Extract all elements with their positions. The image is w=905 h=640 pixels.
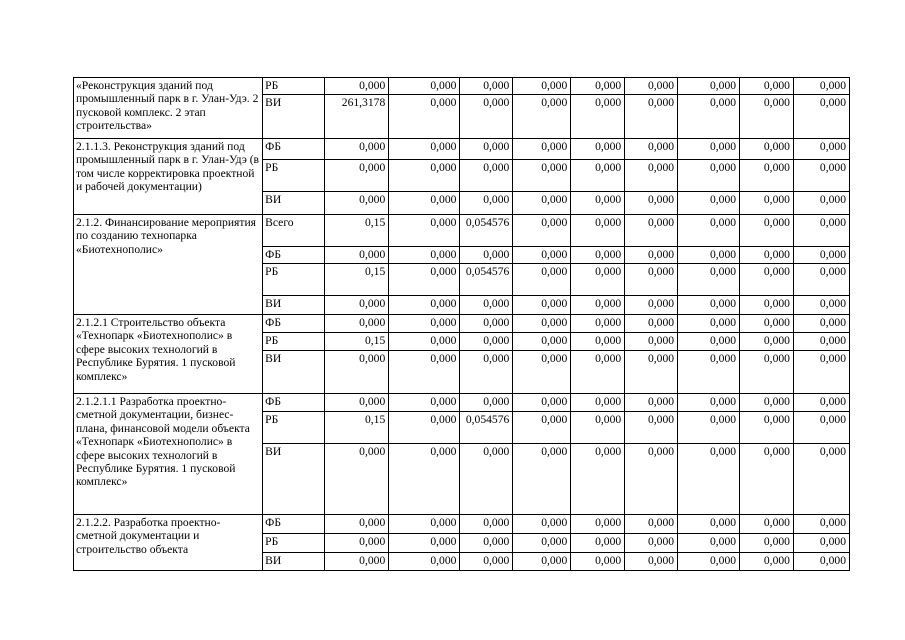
value-cell: 0,000: [678, 394, 740, 412]
value-cell: 0,000: [625, 394, 678, 412]
value-cell: 0,000: [740, 515, 794, 534]
value-cell: 0,000: [740, 192, 794, 215]
value-cell: 0,000: [460, 315, 513, 333]
measure-name-cell: 2.1.2.1 Строительство объекта «Технопарк «Биотехнополис» в сфере высоких технологий в Республике Бурятия. 1 пусковой комплекс»: [74, 315, 263, 394]
funding-source-cell: ФБ: [263, 394, 325, 412]
value-cell: 0,000: [571, 515, 625, 534]
value-cell: 0,000: [625, 78, 678, 95]
value-cell: 0,000: [571, 95, 625, 139]
value-cell: 0,000: [793, 139, 849, 160]
value-cell: 0,000: [740, 247, 794, 264]
value-cell: 0,000: [740, 215, 794, 247]
value-cell: 0,000: [513, 264, 571, 296]
value-cell: 0,000: [513, 139, 571, 160]
value-cell: 0,000: [325, 444, 389, 515]
measure-name-cell: «Реконструкция зданий под промышленный парк в г. Улан-Удэ. 2 пусковой комплекс. 2 этап строительства»: [74, 78, 263, 139]
value-cell: 0,000: [740, 444, 794, 515]
value-cell: 0,000: [678, 553, 740, 571]
measure-name-cell: 2.1.2.1.1 Разработка проектно-сметной документации, бизнес-плана, финансовой модели объекта «Технопарк «Биотехнополис» в сфере высоких технологий в Республике Бурятия. 1 пусковой комплекс»: [74, 394, 263, 515]
value-cell: 0,000: [740, 264, 794, 296]
value-cell: 0,000: [625, 296, 678, 315]
value-cell: 0,000: [740, 315, 794, 333]
value-cell: 0,000: [625, 333, 678, 351]
value-cell: 0,000: [460, 247, 513, 264]
value-cell: 0,000: [678, 78, 740, 95]
value-cell: 0,000: [625, 553, 678, 571]
value-cell: 0,054576: [460, 412, 513, 444]
funding-source-cell: РБ: [263, 264, 325, 296]
value-cell: 0,000: [460, 95, 513, 139]
value-cell: 0,000: [325, 351, 389, 394]
value-cell: 0,000: [325, 139, 389, 160]
value-cell: 0,000: [460, 192, 513, 215]
value-cell: 0,000: [460, 333, 513, 351]
funding-source-cell: ВИ: [263, 95, 325, 139]
value-cell: 0,000: [740, 534, 794, 553]
value-cell: 0,000: [389, 444, 460, 515]
value-cell: 0,000: [389, 315, 460, 333]
value-cell: 0,000: [740, 333, 794, 351]
value-cell: 0,000: [678, 215, 740, 247]
funding-source-cell: ФБ: [263, 515, 325, 534]
value-cell: 0,000: [389, 553, 460, 571]
value-cell: 0,000: [460, 534, 513, 553]
value-cell: 0,000: [513, 78, 571, 95]
value-cell: 0,000: [389, 160, 460, 192]
value-cell: 0,000: [389, 192, 460, 215]
value-cell: 0,000: [571, 394, 625, 412]
value-cell: 0,000: [571, 412, 625, 444]
value-cell: 0,000: [625, 412, 678, 444]
value-cell: 0,000: [625, 139, 678, 160]
value-cell: 0,15: [325, 333, 389, 351]
measure-name-cell: 2.1.1.3. Реконструкция зданий под промышленный парк в г. Улан-Удэ (в том числе корректировка проектной и рабочей документации): [74, 139, 263, 215]
value-cell: 0,000: [571, 315, 625, 333]
value-cell: 0,000: [513, 351, 571, 394]
value-cell: 0,000: [513, 160, 571, 192]
table-row: [74, 515, 850, 534]
budget-table: [73, 77, 850, 571]
value-cell: 0,000: [793, 534, 849, 553]
value-cell: 0,000: [678, 534, 740, 553]
funding-source-cell: РБ: [263, 333, 325, 351]
funding-source-cell: ФБ: [263, 247, 325, 264]
value-cell: 0,000: [740, 139, 794, 160]
value-cell: 0,000: [460, 78, 513, 95]
table-row: [74, 139, 850, 160]
value-cell: 0,000: [513, 412, 571, 444]
value-cell: 0,000: [740, 553, 794, 571]
value-cell: 0,000: [678, 296, 740, 315]
value-cell: 0,000: [389, 515, 460, 534]
funding-source-cell: РБ: [263, 412, 325, 444]
value-cell: 0,000: [625, 264, 678, 296]
value-cell: 0,000: [678, 351, 740, 394]
value-cell: 0,000: [740, 78, 794, 95]
funding-source-cell: Всего: [263, 215, 325, 247]
value-cell: 0,000: [389, 296, 460, 315]
value-cell: 0,000: [571, 247, 625, 264]
value-cell: 0,000: [678, 160, 740, 192]
value-cell: 0,000: [325, 315, 389, 333]
table-row: [74, 394, 850, 412]
value-cell: 0,000: [571, 160, 625, 192]
value-cell: 0,000: [460, 139, 513, 160]
value-cell: 0,000: [793, 333, 849, 351]
value-cell: 261,3178: [325, 95, 389, 139]
value-cell: 0,000: [571, 534, 625, 553]
value-cell: 0,000: [513, 215, 571, 247]
funding-source-cell: ФБ: [263, 139, 325, 160]
value-cell: 0,000: [625, 247, 678, 264]
value-cell: 0,000: [460, 553, 513, 571]
value-cell: 0,000: [793, 95, 849, 139]
value-cell: 0,000: [571, 351, 625, 394]
value-cell: 0,000: [625, 215, 678, 247]
value-cell: 0,000: [678, 247, 740, 264]
value-cell: 0,000: [740, 95, 794, 139]
value-cell: 0,000: [389, 394, 460, 412]
value-cell: 0,000: [325, 534, 389, 553]
value-cell: 0,000: [678, 264, 740, 296]
value-cell: 0,000: [325, 192, 389, 215]
value-cell: 0,000: [389, 139, 460, 160]
value-cell: 0,000: [513, 95, 571, 139]
value-cell: 0,000: [625, 515, 678, 534]
funding-source-cell: ФБ: [263, 315, 325, 333]
value-cell: 0,000: [793, 215, 849, 247]
value-cell: 0,000: [793, 394, 849, 412]
value-cell: 0,000: [678, 444, 740, 515]
funding-source-cell: ВИ: [263, 351, 325, 394]
value-cell: 0,000: [389, 215, 460, 247]
value-cell: 0,000: [325, 247, 389, 264]
value-cell: 0,000: [389, 412, 460, 444]
value-cell: 0,000: [460, 160, 513, 192]
value-cell: 0,15: [325, 412, 389, 444]
value-cell: 0,000: [460, 444, 513, 515]
funding-source-cell: РБ: [263, 78, 325, 95]
value-cell: 0,000: [460, 351, 513, 394]
value-cell: 0,000: [513, 534, 571, 553]
value-cell: 0,000: [625, 192, 678, 215]
value-cell: 0,000: [325, 515, 389, 534]
value-cell: 0,000: [740, 394, 794, 412]
value-cell: 0,000: [793, 553, 849, 571]
value-cell: 0,000: [513, 515, 571, 534]
value-cell: 0,000: [325, 394, 389, 412]
value-cell: 0,000: [793, 247, 849, 264]
value-cell: 0,000: [513, 315, 571, 333]
value-cell: 0,000: [678, 192, 740, 215]
value-cell: 0,000: [793, 192, 849, 215]
value-cell: 0,000: [793, 515, 849, 534]
value-cell: 0,000: [513, 553, 571, 571]
value-cell: 0,000: [678, 95, 740, 139]
value-cell: 0,000: [678, 139, 740, 160]
value-cell: 0,000: [325, 78, 389, 95]
value-cell: 0,000: [389, 264, 460, 296]
value-cell: 0,000: [793, 444, 849, 515]
value-cell: 0,000: [513, 333, 571, 351]
value-cell: 0,000: [325, 553, 389, 571]
measure-name-cell: 2.1.2. Финансирование мероприятия по созданию технопарка «Биотехнополис»: [74, 215, 263, 315]
value-cell: 0,000: [793, 412, 849, 444]
measure-name-cell: 2.1.2.2. Разработка проектно-сметной документации и строительство объекта: [74, 515, 263, 571]
value-cell: 0,000: [740, 412, 794, 444]
value-cell: 0,000: [389, 247, 460, 264]
value-cell: 0,000: [793, 160, 849, 192]
value-cell: 0,000: [513, 192, 571, 215]
value-cell: 0,000: [571, 333, 625, 351]
value-cell: 0,000: [571, 553, 625, 571]
table-row: [74, 315, 850, 333]
funding-source-cell: РБ: [263, 534, 325, 553]
value-cell: 0,000: [625, 444, 678, 515]
value-cell: 0,000: [625, 315, 678, 333]
value-cell: 0,000: [678, 515, 740, 534]
value-cell: 0,000: [513, 444, 571, 515]
funding-source-cell: РБ: [263, 160, 325, 192]
value-cell: 0,15: [325, 264, 389, 296]
value-cell: 0,054576: [460, 215, 513, 247]
table-row: [74, 215, 850, 247]
value-cell: 0,000: [571, 78, 625, 95]
value-cell: 0,000: [678, 412, 740, 444]
value-cell: 0,000: [740, 296, 794, 315]
value-cell: 0,000: [571, 192, 625, 215]
funding-source-cell: ВИ: [263, 444, 325, 515]
value-cell: 0,000: [793, 296, 849, 315]
value-cell: 0,000: [513, 394, 571, 412]
value-cell: 0,054576: [460, 264, 513, 296]
value-cell: 0,000: [513, 296, 571, 315]
funding-source-cell: ВИ: [263, 296, 325, 315]
value-cell: 0,000: [625, 534, 678, 553]
value-cell: 0,000: [740, 351, 794, 394]
value-cell: 0,000: [625, 95, 678, 139]
value-cell: 0,000: [793, 315, 849, 333]
value-cell: 0,000: [389, 78, 460, 95]
value-cell: 0,000: [325, 160, 389, 192]
funding-source-cell: ВИ: [263, 192, 325, 215]
value-cell: 0,000: [389, 351, 460, 394]
value-cell: 0,000: [678, 333, 740, 351]
value-cell: 0,000: [460, 394, 513, 412]
value-cell: 0,000: [513, 247, 571, 264]
value-cell: 0,000: [325, 296, 389, 315]
value-cell: 0,15: [325, 215, 389, 247]
value-cell: 0,000: [678, 315, 740, 333]
funding-source-cell: ВИ: [263, 553, 325, 571]
value-cell: 0,000: [571, 139, 625, 160]
value-cell: 0,000: [460, 515, 513, 534]
value-cell: 0,000: [571, 296, 625, 315]
value-cell: 0,000: [793, 78, 849, 95]
table-row: [74, 78, 850, 95]
value-cell: 0,000: [571, 444, 625, 515]
value-cell: 0,000: [389, 534, 460, 553]
value-cell: 0,000: [389, 95, 460, 139]
value-cell: 0,000: [389, 333, 460, 351]
value-cell: 0,000: [793, 264, 849, 296]
value-cell: 0,000: [460, 296, 513, 315]
value-cell: 0,000: [571, 215, 625, 247]
value-cell: 0,000: [625, 160, 678, 192]
value-cell: 0,000: [740, 160, 794, 192]
value-cell: 0,000: [571, 264, 625, 296]
value-cell: 0,000: [625, 351, 678, 394]
value-cell: 0,000: [793, 351, 849, 394]
